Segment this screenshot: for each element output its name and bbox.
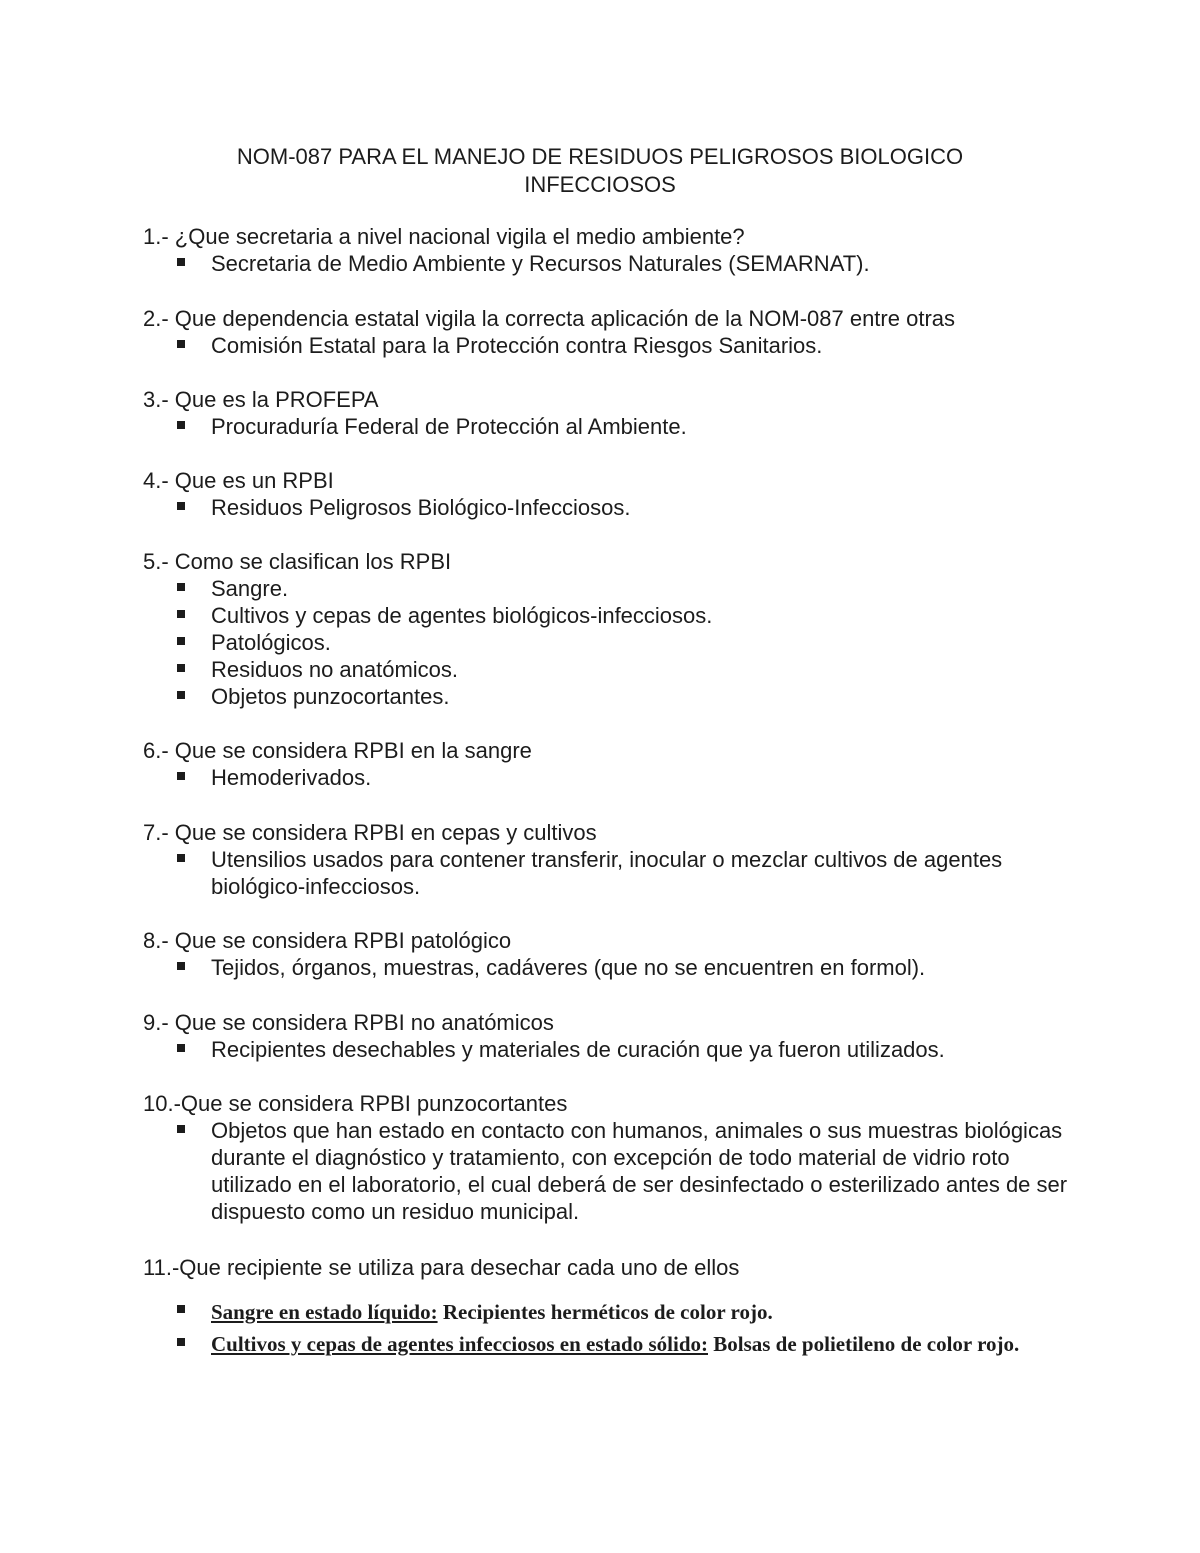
container-value: Bolsas de polietileno de color rojo. — [708, 1332, 1020, 1356]
bullet-icon — [177, 258, 185, 266]
bullet-icon — [177, 1338, 185, 1346]
question-2: 2.- Que dependencia estatal vigila la correcta aplicación de la NOM-087 entre otras — [143, 306, 956, 331]
question-1: 1.- ¿Que secretaria a nivel nacional vigila el medio ambiente? — [143, 224, 745, 249]
answer-10: Objetos que han estado en contacto con humanos, animales o sus muestras biológicas durante el diagnóstico y tratamiento, con excepción de todo material de vidrio roto utilizado en el laboratorio, el cual deberá de ser desinfectado o esterilizado antes de ser dispuesto como un residuo municipal. — [211, 1118, 1068, 1224]
answer-6: Hemoderivados. — [211, 765, 372, 790]
answer-5-1: Sangre. — [211, 576, 289, 601]
question-9: 9.- Que se considera RPBI no anatómicos — [143, 1010, 554, 1035]
answer-1: Secretaria de Medio Ambiente y Recursos Naturales (SEMARNAT). — [211, 251, 870, 276]
bullet-icon — [177, 664, 185, 672]
bullet-icon — [177, 637, 185, 645]
bullet-icon — [177, 1044, 185, 1052]
answer-8: Tejidos, órganos, muestras, cadáveres (que no se encuentren en formol). — [211, 955, 926, 980]
container-item-1 — [211, 1296, 1061, 1329]
answer-4: Residuos Peligrosos Biológico-Infecciosos. — [211, 495, 631, 520]
question-6: 6.- Que se considera RPBI en la sangre — [143, 738, 532, 763]
bullet-icon — [177, 610, 185, 618]
container-label: Cultivos y cepas de agentes infecciosos en estado sólido: — [211, 1332, 708, 1356]
question-5: 5.- Como se clasifican los RPBI — [143, 549, 452, 574]
bullet-icon — [177, 854, 185, 862]
question-7: 7.- Que se considera RPBI en cepas y cultivos — [143, 820, 597, 845]
answer-3: Procuraduría Federal de Protección al Ambiente. — [211, 414, 687, 439]
answer-5-5: Objetos punzocortantes. — [211, 684, 450, 709]
bullet-icon — [177, 583, 185, 591]
bullet-icon — [177, 421, 185, 429]
title-line-2: INFECCIOSOS — [524, 172, 676, 197]
answer-7: Utensilios usados para contener transferir, inocular o mezclar cultivos de agentes biológico-infecciosos. — [211, 847, 1003, 899]
bullet-icon — [177, 772, 185, 780]
container-item-2 — [211, 1328, 1061, 1361]
answer-9: Recipientes desechables y materiales de curación que ya fueron utilizados. — [211, 1037, 945, 1062]
answer-2: Comisión Estatal para la Protección contra Riesgos Sanitarios. — [211, 333, 823, 358]
question-8: 8.- Que se considera RPBI patológico — [143, 928, 512, 953]
answer-5-2: Cultivos y cepas de agentes biológicos-infecciosos. — [211, 603, 713, 628]
container-value: Recipientes herméticos de color rojo. — [437, 1300, 773, 1324]
bullet-icon — [177, 1125, 185, 1133]
bullet-icon — [177, 962, 185, 970]
question-3: 3.- Que es la PROFEPA — [143, 387, 379, 412]
question-11: 11.-Que recipiente se utiliza para desechar cada uno de ellos — [143, 1255, 740, 1280]
question-10: 10.-Que se considera RPBI punzocortantes — [143, 1091, 568, 1116]
answer-5-4: Residuos no anatómicos. — [211, 657, 459, 682]
document-title — [140, 143, 1060, 199]
answer-5-3: Patológicos. — [211, 630, 331, 655]
bullet-icon — [177, 691, 185, 699]
question-4: 4.- Que es un RPBI — [143, 468, 334, 493]
title-line-1: NOM-087 PARA EL MANEJO DE RESIDUOS PELIGROSOS BIOLOGICO — [236, 144, 964, 169]
bullet-icon — [177, 502, 185, 510]
bullet-icon — [177, 1305, 185, 1313]
bullet-icon — [177, 340, 185, 348]
container-label: Sangre en estado líquido: — [211, 1300, 438, 1324]
